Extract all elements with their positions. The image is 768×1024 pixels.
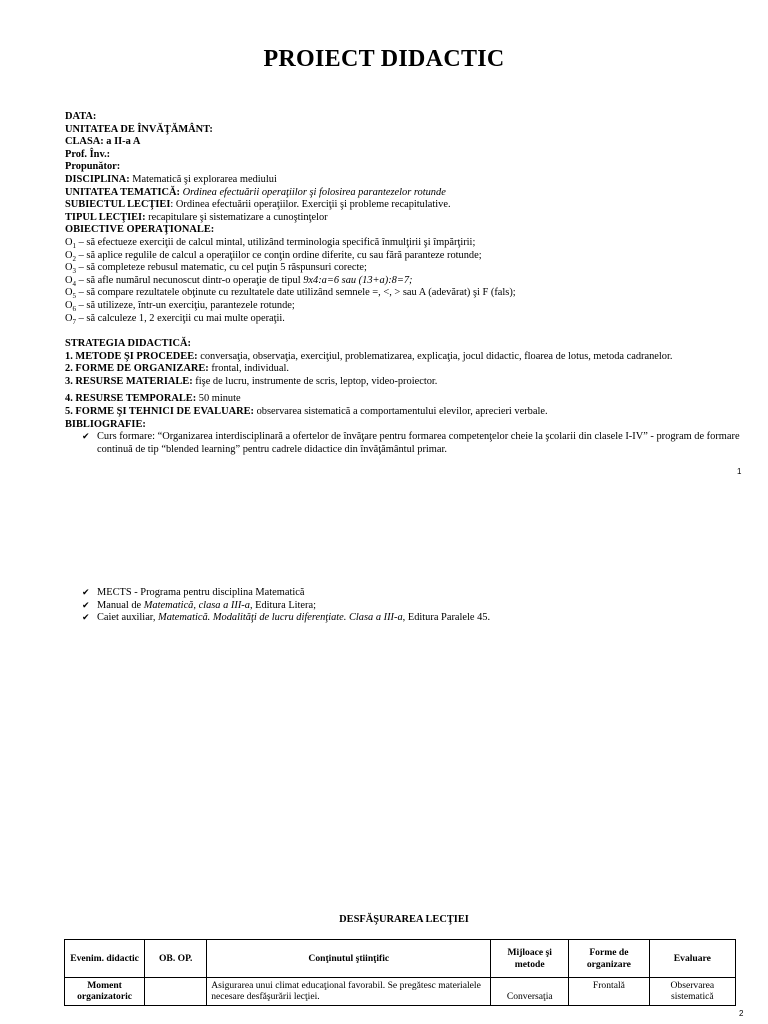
objective-item: $O_7$ – să calculeze 1, 2 exerciţii cu mai multe operaţii. (65, 312, 285, 326)
disciplina-line (65, 174, 755, 187)
bibliography-item: ✔ MECTS - Programa pentru disciplina Matematică (82, 587, 305, 598)
tipul-label: TIPUL LECŢIEI: (65, 211, 146, 223)
cell-evaluare: Observarea sistematică (649, 978, 735, 1006)
objective-item: $O_1$ – să efectueze exerciţii de calcul mintal, utilizând terminologia specifică înmulţirii şi împărţirii; (65, 236, 476, 251)
checkmark-icon: ✔ (82, 613, 90, 624)
evaluare-line: 5. FORME ŞI TEHNICI DE EVALUARE: observarea sistematică a comportamentului elevilor, aprecieri verbale. (65, 405, 548, 417)
obiective-label: OBIECTIVE OPERAŢIONALE: (65, 224, 215, 236)
cell-ob (145, 978, 207, 1006)
page-number: 1 (737, 467, 742, 476)
data-label: DATA: (65, 111, 97, 122)
table-row (65, 978, 736, 1006)
tipul-value: recapitulare şi sistematizare a cunoştinţelor (148, 211, 328, 223)
bibliography-item: ✔ Manual de Matematică, clasa a III-a, Editura Litera; (82, 599, 317, 611)
clasa-line (65, 136, 755, 149)
strategy-heading: STRATEGIA DIDACTICĂ: (65, 338, 191, 349)
lesson-title: DESFĂŞURAREA LECŢIEI (339, 914, 469, 925)
tipul-line (65, 212, 755, 225)
bibliography-item: ✔ Curs formare: “Organizarea interdisciplinară a ofertelor de învăţare pentru formarea competenţelor cheie la şcolarii din clasele I-IV” - program de formare continuă de tip “blended learning” pentru cadrele didactice din învăţământul primar. (82, 431, 740, 455)
unitatea-tematica-label: UNITATEA TEMATICĂ: (65, 186, 180, 198)
subiectul-line (65, 199, 755, 212)
unitatea-tematica-value: Ordinea efectuării operaţiilor şi folosirea parantezelor rotunde (182, 186, 446, 198)
propunator-label: Propunător: (65, 161, 121, 173)
forme-line: 2. FORME DE ORGANIZARE: frontal, individual. (65, 363, 289, 375)
strategy-block (65, 338, 755, 456)
unitatea-tematica-line (65, 187, 755, 200)
objective-item: $O_6$ – să utilizeze, într-un exerciţiu, parantezele rotunde; (65, 299, 295, 313)
metode-line: 1. METODE ŞI PROCEDEE: conversaţia, observaţia, exerciţiul, problematizarea, explicaţia, jocul didactic, floarea de lotus, metoda cadranelor. (65, 350, 673, 362)
unitate-invatamant-label: UNITATEA DE ÎNVĂŢĂMÂNT: (65, 123, 213, 135)
objective-item: $O_4$ – să afle numărul necunoscut dintr-o operaţie de tipul 9x4:a=6 sau (13+a):8=7; (65, 274, 413, 288)
bibliografie-label: BIBLIOGRAFIE: (65, 418, 146, 430)
clasa-value: a II-a A (106, 136, 141, 148)
document-title: PROIECT DIDACTIC (263, 46, 505, 72)
objective-item: $O_3$ – să completeze rebusul matematic, cu cel puţin 5 răspunsuri corecte; (65, 262, 367, 276)
checkmark-icon: ✔ (82, 432, 90, 443)
resurse-line: 3. RESURSE MATERIALE: fişe de lucru, instrumente de scris, leptop, video-proiector. (65, 375, 438, 387)
temporale-line: 4. RESURSE TEMPORALE: 50 minute (65, 393, 241, 405)
objective-item: $O_5$ – să compare rezultatele obţinute cu rezultatele date utilizând semnele =, <, > sau A (adevărat) şi F (fals); (65, 287, 516, 301)
bibliography-continued (65, 587, 755, 625)
col-header-eveniment: Evenim. didactic (65, 940, 145, 978)
col-header-forme: Forme de organizare (569, 940, 650, 978)
col-header-ob: OB. OP. (145, 940, 207, 978)
disciplina-label: DISCIPLINA: (65, 173, 130, 185)
col-header-evaluare: Evaluare (649, 940, 735, 978)
checkmark-icon: ✔ (82, 588, 90, 598)
subiectul-label: SUBIECTUL LECŢIEI (65, 199, 171, 211)
page-number: 2 (739, 1009, 744, 1018)
cell-forme: Frontală (569, 978, 650, 1006)
cell-continut: Asigurarea unui climat educaţional favorabil. Se pregătesc materialele necesare desfăşurării lecţiei. (207, 978, 491, 1006)
cell-mijloace: Conversaţia (491, 978, 569, 1006)
cell-eveniment: Moment organizatoric (65, 978, 145, 1006)
objective-formula: 9x4:a=6 sau (13+a):8=7; (303, 274, 413, 286)
col-header-continut: Conţinutul ştiinţific (207, 940, 491, 978)
bibliography-item: ✔ Caiet auxiliar, Matematică. Modalităţi de lucru diferenţiate. Clasa a III-a, Editura Paralele 45. (82, 612, 491, 624)
lesson-table (64, 939, 736, 1006)
header-block (65, 111, 755, 325)
objective-item: $O_2$ – să aplice regulile de calcul a operaţiilor ce conţin ordine diferite, cu sau fără paranteze rotunde; (65, 249, 482, 263)
col-header-mijloace: Mijloace şi metode (491, 940, 569, 978)
table-header-row (65, 940, 736, 978)
checkmark-icon: ✔ (82, 600, 90, 611)
subiectul-value: : Ordinea efectuării operaţiilor. Exerciţii şi probleme recapitulative. (170, 199, 451, 211)
disciplina-value: Matematică şi explorarea mediului (132, 173, 277, 185)
prof-label: Prof. Înv.: (65, 148, 111, 160)
clasa-label: CLASA: (65, 136, 104, 148)
